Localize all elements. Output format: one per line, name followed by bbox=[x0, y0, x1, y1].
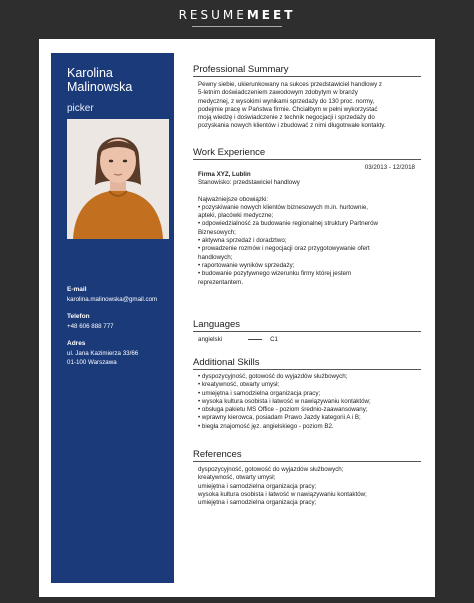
duty-line: • odpowiedzialność za budowanie regionalnej struktury Partnerów bbox=[198, 220, 378, 228]
experience-heading: Work Experience bbox=[193, 147, 421, 160]
phone-value: +48 606 888 777 bbox=[67, 323, 114, 330]
summary-line: pozyskania nowych klientów i zbudować z nimi długotrwałe kontakty. bbox=[198, 122, 386, 130]
skill-item: • umiejętna i samodzielna organizacja pracy; bbox=[198, 389, 321, 397]
language-level: C1 bbox=[270, 336, 278, 343]
address-line-1: ul. Jana Kazimierza 33/66 bbox=[67, 350, 139, 357]
phone-label: Telefon bbox=[67, 313, 90, 320]
duty-line: • aktywna sprzedaż i doradztwo; bbox=[198, 237, 287, 245]
summary-line: podejmie pracę w Państwa firmie. Chciałbym w pełni wykorzystać bbox=[198, 105, 378, 113]
experience-dates: 03/2013 - 12/2018 bbox=[364, 164, 415, 171]
summary-line: medycznej, z wysokimi wynikami sprzedaży do 130 proc. normy, bbox=[198, 97, 375, 105]
references-heading: References bbox=[193, 449, 421, 462]
brand-logo-part2: MEET bbox=[246, 8, 296, 22]
skill-item: • wysoka kultura osobista i łatwość w nawiązywaniu kontaktów; bbox=[198, 397, 371, 405]
skill-item: • kreatywność, otwarty umysł; bbox=[198, 381, 280, 389]
summary-line: moją wiedzę i doświadczenie z technik negocjacji i sprzedaży do bbox=[198, 114, 375, 122]
first-name: Karolina bbox=[67, 66, 113, 80]
language-row bbox=[198, 336, 278, 344]
address-label: Adres bbox=[67, 340, 86, 347]
language-name: angielski bbox=[198, 336, 223, 343]
reference-line: wysoka kultura osobista i łatwość w nawiązywaniu kontaktów; bbox=[198, 490, 367, 498]
reference-line: kreatywność, otwarty umysł; bbox=[198, 474, 276, 482]
skills-list bbox=[198, 373, 371, 431]
duties-label: Najważniejsze obowiązki: bbox=[198, 195, 269, 203]
address-line-2: 01-100 Warszawa bbox=[67, 359, 117, 366]
languages-heading: Languages bbox=[193, 319, 421, 332]
portrait-image bbox=[67, 119, 169, 239]
brand-logo-part1: RESUME bbox=[178, 8, 247, 22]
experience-entry bbox=[198, 171, 378, 287]
reference-line: umiejętna i samodzielna organizacja pracy; bbox=[198, 482, 317, 490]
duty-line: reprezentantem. bbox=[198, 278, 244, 286]
references-list bbox=[198, 466, 367, 507]
summary-heading: Professional Summary bbox=[193, 64, 421, 77]
reference-line: dyspozycyjność, gotowość do wyjazdów służbowych; bbox=[198, 466, 344, 473]
reference-line: umiejętna i samodzielna organizacja pracy; bbox=[198, 499, 317, 507]
duty-line: • prowadzenie rozmów i negocjacji oraz przygotowywanie ofert bbox=[198, 245, 370, 253]
email-label: E-mail bbox=[67, 286, 87, 293]
duty-line: • budowanie pozytywnego wizerunku firmy której jestem bbox=[198, 270, 352, 278]
summary-line: Pewny siebie, ukierunkowany na sukces przedstawiciel handlowy z bbox=[198, 81, 382, 88]
email-value: karolina.malinowska@gmail.com bbox=[67, 296, 158, 303]
brand-logo bbox=[0, 8, 474, 22]
job-title: picker bbox=[67, 103, 94, 114]
skill-item: • dyspozycyjność, gotowość do wyjazdów służbowych; bbox=[198, 373, 348, 380]
duty-line: Biznesowych; bbox=[198, 228, 236, 236]
company-name: Firma XYZ, Lublin bbox=[198, 171, 251, 178]
last-name: Malinowska bbox=[67, 80, 133, 94]
skills-heading: Additional Skills bbox=[193, 357, 421, 370]
skill-item: • biegła znajomość jęz. angielskiego - poziom B2. bbox=[198, 422, 334, 430]
candidate-name bbox=[67, 66, 132, 94]
brand-underline bbox=[192, 26, 282, 27]
skill-item: • wprawny kierowca, posiadam Prawo Jazdy kategorii A i B; bbox=[198, 414, 361, 422]
duty-line: handlowych; bbox=[198, 253, 233, 261]
duty-line: apteki, placówki medyczne; bbox=[198, 212, 274, 220]
summary-text bbox=[198, 81, 386, 131]
resume-sidebar bbox=[51, 53, 174, 583]
summary-line: 5-letnim doświadczeniem zawodowym zdobytym w branży bbox=[198, 89, 358, 97]
skill-item: • obsługa pakietu MS Office - poziom średnio-zaawansowany; bbox=[198, 406, 368, 414]
profile-photo bbox=[67, 119, 169, 239]
duty-line: • raportowanie wyników sprzedaży; bbox=[198, 261, 295, 269]
resume-page bbox=[39, 39, 435, 597]
dash-separator bbox=[248, 339, 262, 340]
duty-line: • pozyskiwanie nowych klientów biznesowych m.in. hurtownie, bbox=[198, 203, 368, 211]
position-name: Stanowisko: przedstawiciel handlowy bbox=[198, 179, 300, 187]
